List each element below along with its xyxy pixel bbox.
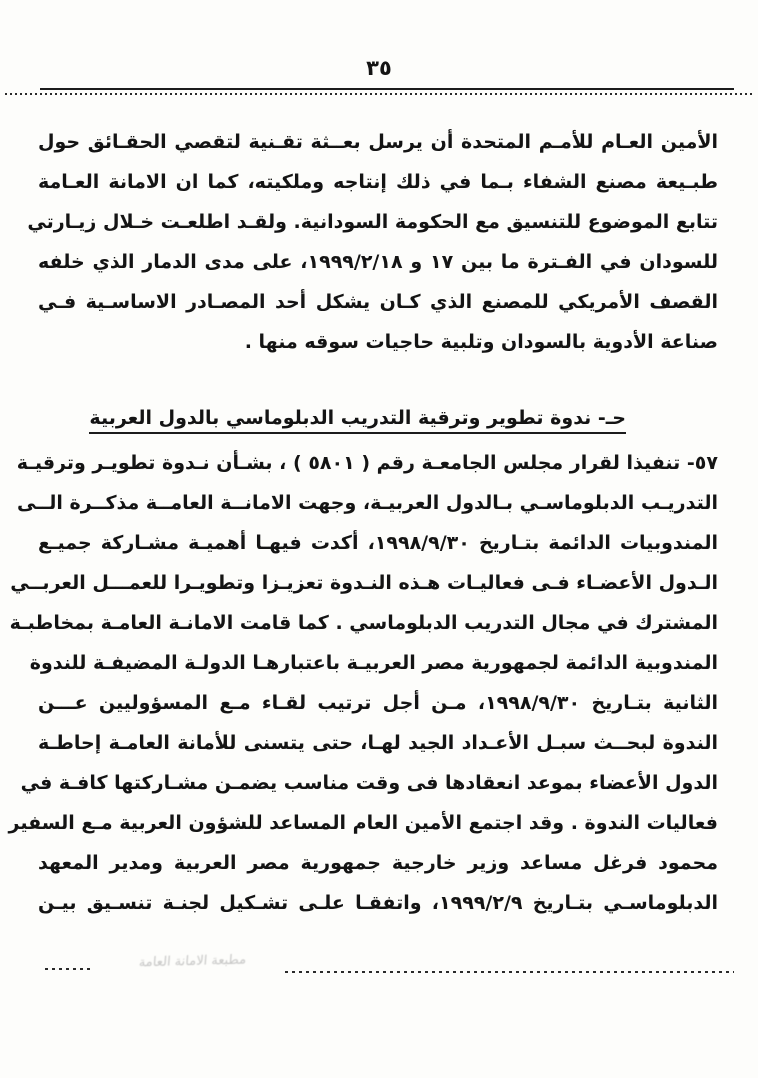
body-line: الأمين العـام للأمـم المتحدة أن يرسل بعــثة تقـنية لتقصي الحقـائق حول [38, 131, 718, 153]
body-line: طبـيعة مصنع الشفاء بـما في ذلك إنتاجه وملكيته، كما ان الامانة العـامة [38, 171, 718, 193]
body-line: الـدول الأعضـاء فـى فعاليـات هـذه النـدوة تعزيـزا وتطويـرا للعمـــل العربــي [10, 572, 718, 594]
body-line: المندوبيات الدائمة بتـاريخ ١٩٩٨/٩/٣٠، أكدت فيهـا أهميـة مشـاركة جميـع [38, 532, 719, 554]
body-line: المشترك في مجال التدريب الدبلوماسي . كما قامت الامانـة العامـة بمخاطبـة [9, 612, 718, 634]
body-line: التدريـب الدبلوماسـي بـالدول العربيـة، وجهت الامانــة العامــة مذكــرة الــى [17, 492, 718, 514]
body-line: صناعة الأدوية بالسودان وتلبية حاجيات سوقه منها . [244, 331, 718, 353]
footer-stamp-illegible: مطبعة الامانة العامة [138, 952, 247, 971]
body-line: الندوة لبحــث سبـل الأعـداد الجيد لهـا، حتى يتسنى للأمانة العامـة إحاطـة [38, 732, 718, 754]
body-line: القصف الأمريكي للمصنع الذي كـان يشكل أحد المصـادر الاساسـية فـي [38, 291, 718, 313]
footer-dotted-line-left [45, 968, 91, 970]
section-heading: حـ- ندوة تطوير وترقية التدريب الدبلوماسي بالدول العربية [89, 407, 626, 434]
item-57-paragraph [8, 443, 719, 923]
body-line: تتابع الموضوع للتنسيق مع الحكومة السودانية. ولقـد اطلعـت خـلال زيـارتي [27, 211, 718, 233]
body-line: محمود فرغل مساعد وزير خارجية جمهورية مصر العربية ومدير المعهد [38, 852, 718, 874]
body-line: ٥٧- تنفيذا لقرار مجلس الجامعـة رقم ( ٥٨٠١ ) ، بشـأن نـدوة تطويـر وترقيـة [16, 452, 718, 474]
body-line: للسودان في الفـترة ما بين ١٧ و ١٩٩٩/٢/١٨، على مدى الدمار الذي خلفه [38, 251, 718, 273]
page-number: ٣٥ [366, 56, 392, 80]
body-line: الثانية بتـاريخ ١٩٩٨/٩/٣٠، مـن أجل ترتيب لقـاء مـع المسؤوليين عـــن [38, 692, 718, 714]
body-line: الدبلوماسـي بتـاريخ ١٩٩٩/٢/٩، واتفقـا علـى تشـكيل لجنـة تنسـيق بيـن [38, 892, 718, 914]
body-line: فعاليات الندوة . وقد اجتمع الأمين العام المساعد للشؤون العربية مـع السفير [8, 812, 718, 834]
section-heading-row [38, 398, 718, 438]
body-line: المندوبية الدائمة لجمهورية مصر العربيـة باعتبارهـا الدولـة المضيفـة للندوة [29, 652, 718, 674]
footer-dotted-line-right [285, 971, 734, 973]
top-rule-solid [40, 88, 734, 90]
top-rule-dotted [5, 93, 753, 95]
body-line: الدول الأعضاء بموعد انعقادها فى وقت مناسب يضمـن مشـاركتها كافـة في [20, 772, 718, 794]
intro-paragraph [27, 122, 718, 362]
